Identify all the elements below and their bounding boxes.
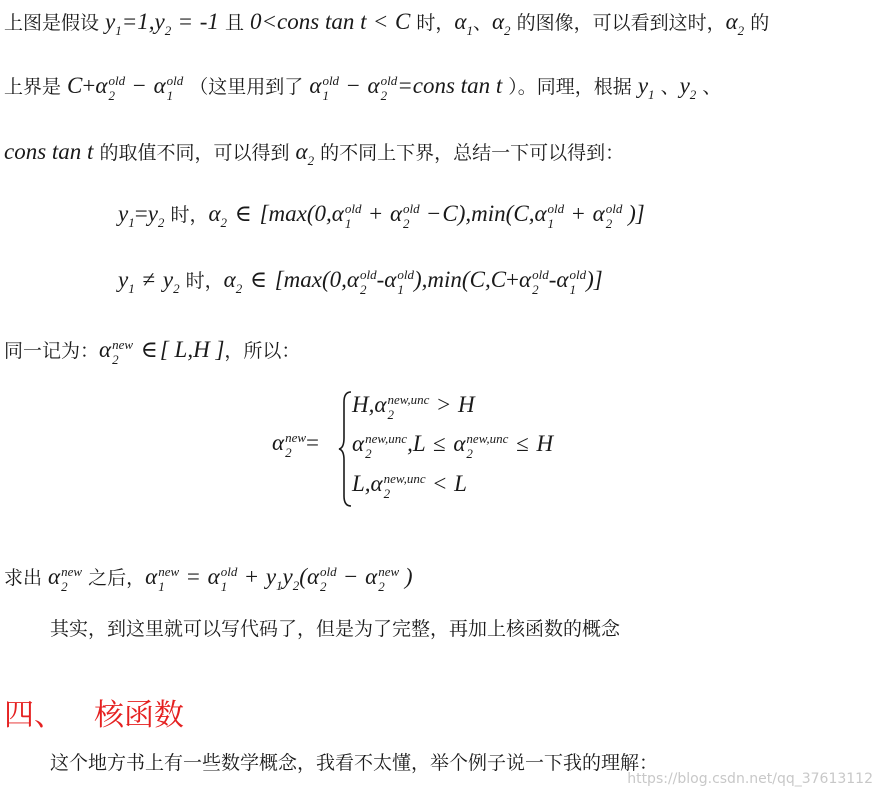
text: 求出 (4, 567, 49, 589)
math-constant: cons tan t (4, 139, 94, 164)
math-y2: $y_2$ (679, 73, 697, 102)
section-number: 四、 (4, 698, 64, 733)
paragraph-line-6: 其实，到这里就可以写代码了，但是为了完整，再加上核函数的概念 (50, 618, 621, 640)
section-heading (4, 690, 184, 734)
paragraph-line-3 (4, 138, 624, 169)
text: 上界是 (4, 76, 68, 98)
text: 、 (654, 76, 680, 98)
math-alpha2-new: α new 2 (48, 563, 83, 594)
text: （这里用到了 (183, 76, 310, 98)
case-middle: α new,unc 2 ,L ≤ α new,unc 2 ≤ H (352, 430, 554, 461)
text: 同一记为： (4, 340, 100, 362)
math-interval: $\alpha_2$ ∈ [max(0,α old 1 + α old 2 −C),min(C,α old 1 + α old 2 )] (208, 200, 645, 231)
paragraph-line-1 (4, 8, 769, 39)
math-alpha1: $\alpha_1$ (454, 9, 473, 38)
piecewise-clip-equation (272, 388, 612, 508)
watermark: https://blog.csdn.net/qq_37613112 (627, 771, 873, 787)
math-alpha2: $\alpha_2$ (491, 9, 511, 38)
text: 时， (410, 12, 455, 34)
math-interval: $\alpha_2$ ∈ [max(0,α old 2 -α old 1 ),min(C,C+α old 2 -α old 1 )] (223, 266, 603, 297)
math-lhs: α new 2 = (272, 429, 320, 460)
text: 、 (472, 12, 492, 34)
text: ）。同理，根据 (502, 76, 638, 98)
section-title: 核函数 (94, 698, 184, 733)
math-cond: $y_1 \ne y_2$ (118, 267, 180, 296)
text: 时， (179, 270, 224, 292)
paragraph-line-4 (4, 336, 300, 366)
math-range: α new 2 ∈[ L,H ] (99, 336, 225, 367)
text: 的取值不同，可以得到 (93, 142, 296, 164)
left-brace (337, 390, 353, 508)
math-cond: $y_1=y_2$ (118, 201, 165, 230)
math-y1: $y_1$ (637, 73, 655, 102)
math-constant-ineq: 0<cons tan t < C (250, 9, 411, 34)
math-alpha1-update: α new 1 = α old 1 + $y_1y_2(\alpha$ old 2 − α new 2 ) (145, 563, 413, 594)
text: 上图是假设 (4, 12, 106, 34)
equation-bounds-equal (118, 200, 645, 231)
math-constant-def: α old 1 − α old 2 =cons tan t (309, 72, 503, 103)
text: 的图像，可以看到这时， (510, 12, 726, 34)
text: 的不同上下界，总结一下可以得到： (314, 142, 625, 164)
math-upper-bound: C+α old 2 − α old 1 (67, 72, 184, 103)
math-alpha2: $\alpha_2$ (725, 9, 745, 38)
text: ，所以： (224, 340, 301, 362)
text: 时， (164, 204, 209, 226)
math-alpha2: $\alpha_2$ (295, 139, 315, 168)
math-y1: $y_1=1,y_2 = -1$ (105, 9, 219, 38)
text: 且 (218, 12, 251, 34)
paragraph-line-5 (4, 563, 413, 594)
case-upper: H,α new,unc 2 > H (352, 391, 475, 422)
equation-bounds-unequal (118, 266, 603, 297)
paragraph-line-7: 这个地方书上有一些数学概念，我看不太懂，举个例子说一下我的理解： (50, 752, 659, 774)
case-lower: L,α new,unc 2 < L (352, 470, 467, 501)
text: 的 (744, 12, 770, 34)
text: 之后， (82, 567, 146, 589)
text: 、 (696, 76, 722, 98)
paragraph-line-2 (4, 72, 721, 103)
